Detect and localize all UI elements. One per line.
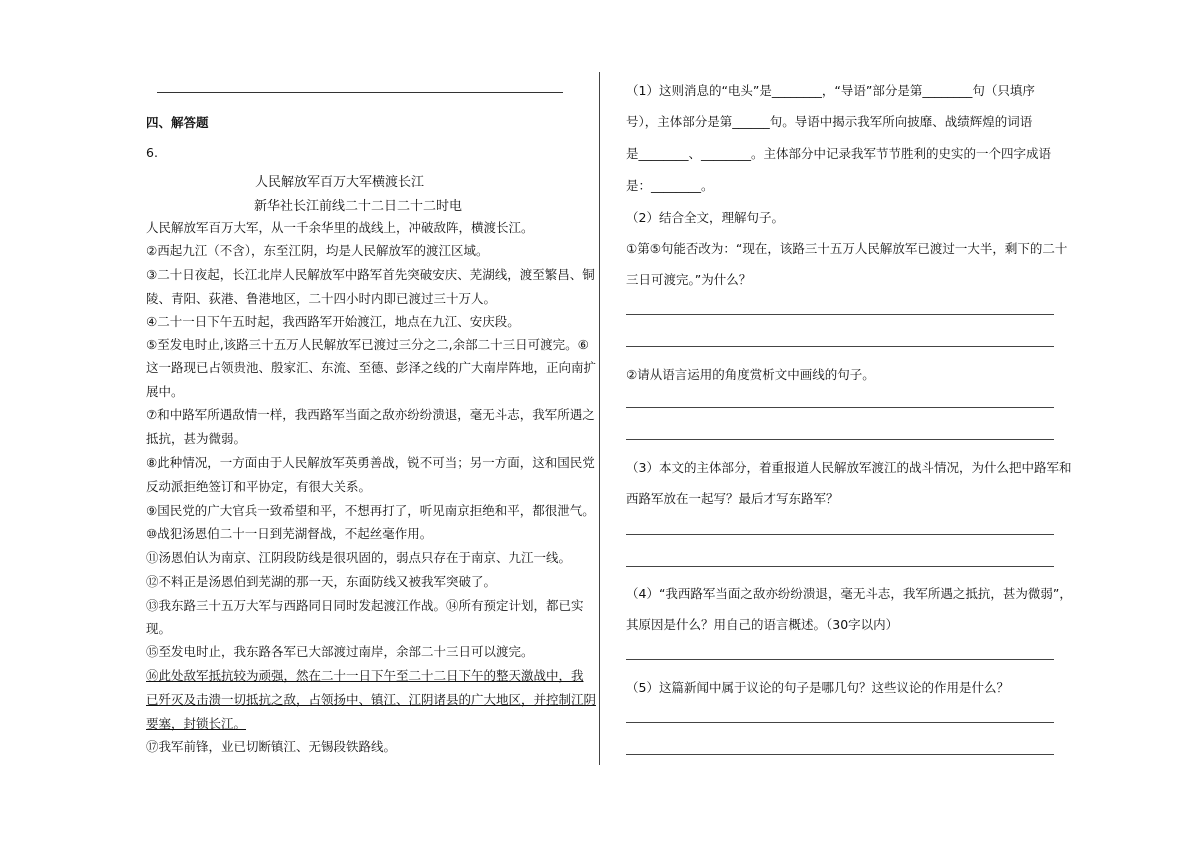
- article-line: ⑫不料正是汤恩伯到芜湖的那一天，东面防线又被我军突破了。: [146, 574, 497, 589]
- article-line: 展中。: [146, 384, 184, 399]
- question-4-line: 其原因是什么？用自己的语言概述。（30字以内）: [626, 617, 899, 632]
- article-line: ⑪汤恩伯认为南京、江阴段防线是很巩固的，弱点只存在于南京、九江一线。: [146, 550, 572, 565]
- answer-line[interactable]: [626, 534, 1054, 535]
- article-line: ②西起九江（不含），东至江阴，均是人民解放军的渡江区域。: [146, 243, 489, 258]
- article-line: 现。: [146, 621, 172, 636]
- article-line: ⑧此种情况，一方面由于人民解放军英勇善战，锐不可当；另一方面，这和国民党: [146, 455, 595, 470]
- question-1-line: 是________、________。主体部分中记录我军节节胜利的史实的一个四字成语: [626, 146, 1052, 161]
- article-line: ⑦和中路军所遇敌情一样，我西路军当面之敌亦纷纷溃退，毫无斗志，我军所遇之: [146, 407, 595, 422]
- question-1-line: （1）这则消息的“电头”是________，“导语”部分是第________句（只填序: [626, 83, 1035, 98]
- answer-line[interactable]: [626, 346, 1054, 347]
- article-line: ⑮至发电时止，我东路各军已大部渡过南岸，余部二十三日可以渡完。: [146, 644, 534, 659]
- question-2-sub1-line: 三日可渡完。”为什么？: [626, 272, 752, 287]
- article-line: ④二十一日下午五时起，我西路军开始渡江，地点在九江、安庆段。: [146, 314, 520, 329]
- article-line: 这一路现已占领贵池、殷家汇、东流、至德、彭泽之线的广大南岸阵地，正向南扩: [146, 360, 597, 375]
- question-2-sub2: ②请从语言运用的角度赏析文中画线的句子。: [626, 367, 875, 382]
- article-line: 人民解放军百万大军，从一千余华里的战线上，冲破敌阵，横渡长江。: [146, 220, 534, 235]
- top-rule: [157, 92, 563, 93]
- question-2-label: （2）结合全文，理解句子。: [626, 210, 784, 225]
- question-1-line: 是：________。: [626, 178, 714, 193]
- answer-line[interactable]: [626, 722, 1054, 723]
- article-dateline: 新华社长江前线二十二日二十二时电: [254, 199, 463, 214]
- article-line: ⑨国民党的广大官兵一致希望和平，不想再打了，听见南京拒绝和平，都很泄气。: [146, 503, 595, 518]
- question-3-line: 西路军放在一起写？最后才写东路军？: [626, 491, 839, 506]
- article-line-underlined: 已歼灭及击溃一切抵抗之敌，占领扬中、镇江、江阴诸县的广大地区，并控制江阴: [146, 692, 597, 707]
- article-line: 抵抗，甚为微弱。: [146, 431, 247, 446]
- answer-line[interactable]: [626, 566, 1054, 567]
- article-line: ⑰我军前锋，业已切断镇江、无锡段铁路线。: [146, 739, 397, 754]
- section-heading: 四、解答题: [146, 115, 209, 130]
- question-2-sub1-line: ①第⑤句能否改为：“现在，该路三十五万人民解放军已渡过一大半，剩下的二十: [626, 241, 1068, 256]
- answer-line[interactable]: [626, 659, 1054, 660]
- article-line: ⑤至发电时止,该路三十五万人民解放军已渡过三分之二,余部二十三日可渡完。⑥: [146, 337, 589, 352]
- question-1-line: 号），主体部分是第______句。导语中揭示我军所向披靡、战绩辉煌的词语: [626, 114, 1033, 129]
- article-line: 反动派拒绝签订和平协定，有很大关系。: [146, 479, 372, 494]
- question-4-line: （4）“我西路军当面之敌亦纷纷溃退，毫无斗志，我军所遇之抵抗，甚为微弱”，: [626, 586, 1072, 601]
- question-3-line: （3）本文的主体部分，着重报道人民解放军渡江的战斗情况，为什么把中路军和: [626, 460, 1072, 475]
- answer-line[interactable]: [626, 407, 1054, 408]
- article-line: ③二十日夜起，长江北岸人民解放军中路军首先突破安庆、芜湖线，渡至繁昌、铜: [146, 267, 595, 282]
- answer-line[interactable]: [626, 439, 1054, 440]
- answer-line[interactable]: [626, 754, 1054, 755]
- article-line: 陵、青阳、荻港、鲁港地区，二十四小时内即已渡过三十万人。: [146, 291, 497, 306]
- article-line: ⑬我东路三十五万大军与西路同日同时发起渡江作战。⑭所有预定计划，都已实: [146, 598, 584, 613]
- question-number: 6.: [146, 145, 158, 160]
- article-line: ⑩战犯汤恩伯二十一日到芜湖督战，不起丝毫作用。: [146, 526, 433, 541]
- column-divider: [599, 72, 600, 765]
- article-line-underlined: ⑯此处敌军抵抗较为顽强，然在二十一日下午至二十二日下午的整天激战中，我: [146, 668, 584, 683]
- article-line-underlined: 要塞，封锁长江。: [146, 716, 247, 731]
- answer-line[interactable]: [626, 314, 1054, 315]
- question-5: （5）这篇新闻中属于议论的句子是哪几句？这些议论的作用是什么？: [626, 680, 1009, 695]
- article-title: 人民解放军百万大军横渡长江: [255, 175, 425, 190]
